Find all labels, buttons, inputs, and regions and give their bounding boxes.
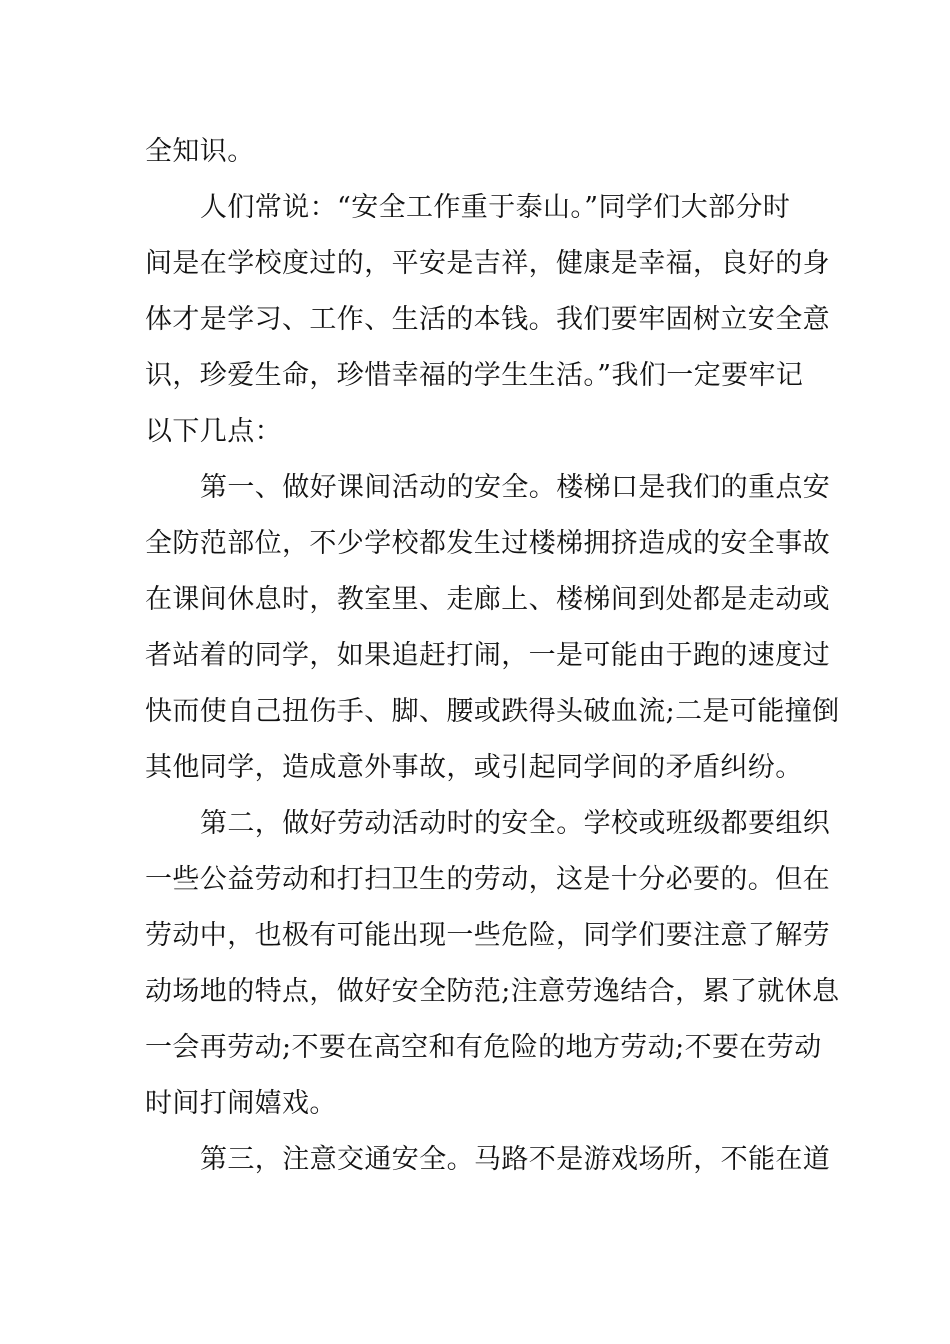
text-line: 其他同学，造成意外事故，或引起同学间的矛盾纠纷。 [145,752,803,783]
text-line: 第一、做好课间活动的安全。楼梯口是我们的重点安 [200,472,831,503]
text-line: 识，珍爱生命，珍惜幸福的学生生活。”我们一定要牢记 [145,360,804,391]
text-line: 体才是学习、工作、生活的本钱。我们要牢固树立安全意 [145,304,830,335]
text-line: 全知识。 [145,136,255,167]
text-line: 间是在学校度过的，平安是吉祥，健康是幸福，良好的身 [145,248,830,279]
text-line: 一些公益劳动和打扫卫生的劳动，这是十分必要的。但在 [145,864,830,895]
text-line: 第二，做好劳动活动时的安全。学校或班级都要组织 [200,808,831,839]
paragraph-continuation [145,124,805,180]
text-line: 在课间休息时，教室里、走廊上、楼梯间到处都是走动或 [145,584,830,615]
text-line: 一会再劳动;不要在高空和有危险的地方劳动;不要在劳动 [145,1032,822,1063]
text-line: 劳动中，也极有可能出现一些危险，同学们要注意了解劳 [145,920,830,951]
paragraph-safety-intro [145,180,830,460]
text-line: 快而使自己扭伤手、脚、腰或跌得头破血流;二是可能撞倒 [145,696,840,727]
text-line: 全防范部位，不少学校都发生过楼梯拥挤造成的安全事故 [145,528,830,559]
paragraph-point-one [145,460,840,796]
document-body [145,124,840,1188]
paragraph-point-two [145,796,840,1132]
text-line: 者站着的同学，如果追赶打闹，一是可能由于跑的速度过 [145,640,830,671]
text-line: 人们常说：“安全工作重于泰山。”同学们大部分时 [200,192,791,223]
paragraph-point-three [145,1132,831,1188]
text-line: 第三，注意交通安全。马路不是游戏场所，不能在道 [200,1144,831,1175]
text-line: 动场地的特点，做好安全防范;注意劳逸结合，累了就休息 [145,976,840,1007]
text-line: 时间打闹嬉戏。 [145,1088,337,1119]
text-line: 以下几点： [145,416,282,447]
